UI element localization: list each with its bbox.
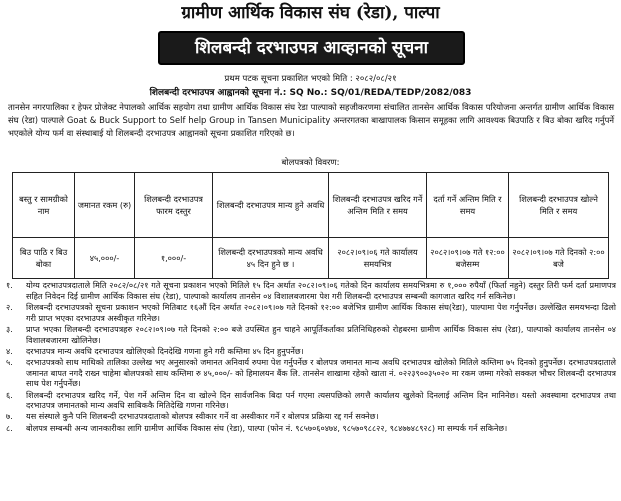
list-item-number: ८. bbox=[6, 422, 13, 433]
list-item-number: ५. bbox=[6, 356, 13, 367]
list-item bbox=[6, 302, 616, 323]
list-item-number: २. bbox=[6, 301, 13, 312]
table-cell-opening-date: २०८२।०९।०७ गते दिनको २:०० बजे bbox=[509, 238, 609, 279]
table-cell-purchase-deadline: २०८२।०९।०६ गते कार्यालय समयभित्र bbox=[329, 238, 427, 279]
table-header-cell: जमानत रकम (रु) bbox=[75, 173, 135, 238]
table-cell-submission-deadline: २०८२।०९।०७ गते १२:०० बजेसम्म bbox=[427, 238, 509, 279]
table-cell-form-fee: १,०००/- bbox=[135, 238, 213, 279]
list-item-text: बोलपत्र सम्बन्धी अन्य जानकारीका लागि ग्रामीण आर्थिक विकास संघ (रेडा), पाल्पा (फोन नं. ९८५७०६०४७४, ९८५७०९८८२२, ९८४७७४८९२८) मा सम्पर्क गर्न सकिनेछ। bbox=[26, 422, 508, 433]
list-item bbox=[6, 411, 616, 422]
table-header-cell: शिलबन्दी दरभाउपत्र खोल्ने मिति र समय bbox=[509, 173, 609, 238]
table-header-cell: शिलबन्दी दरभाउपत्र मान्य हुने अवधि bbox=[213, 173, 329, 238]
table-header-cell: बस्तु र सामग्रीको नाम bbox=[13, 173, 75, 238]
list-item-text: दरभाउपत्र मान्य अवधि दरभाउपत्र खोलिएको दिनदेखि गणना हुने गरी कम्तिमा ४५ दिन हुनुपर्नेछ। bbox=[26, 345, 304, 356]
list-item bbox=[6, 324, 616, 345]
list-item bbox=[6, 423, 616, 434]
bid-table-caption: बोलपत्रको विवरण: bbox=[281, 158, 340, 168]
list-item-number: ६. bbox=[6, 389, 13, 400]
list-item bbox=[6, 346, 616, 357]
table-header-cell: शिलबन्दी दरभाउपत्र खरिद गर्ने अन्तिम मिति र समय bbox=[329, 173, 427, 238]
conditions-list bbox=[6, 280, 616, 434]
table-cell-bid-security: ४५,०००/- bbox=[75, 238, 135, 279]
list-item-text: यस संस्थाले कुनै पनि शिलबन्दी दरभाउपत्रदाताको बोलपत्र स्वीकार गर्ने वा अस्वीकार गर्ने र बोलपत्र प्रक्रिया रद्द गर्न सक्नेछ। bbox=[26, 411, 379, 422]
sq-number: शिलबन्दी दरभाउपत्र आह्वानको सूचना नं.: SQ No.: SQ/01/REDA/TEDP/2082/083 bbox=[149, 88, 472, 98]
first-publication-date: प्रथम पटक सूचना प्रकाशित भएको मिति : २०८२/०८/२१ bbox=[224, 74, 397, 84]
table-cell-item: बिउ पाठि र बिउ बोका bbox=[13, 238, 75, 279]
bid-details-table bbox=[12, 172, 609, 279]
list-item-text: दरभाउपत्रको साथ माथिको तालिका उल्लेख भए अनुसारको जमानत अनिवार्य रुपमा पेश गर्नुपर्नेछ र बोलपत्र जमानत मान्य अवधि दरभाउपत्र खोलेको मितिले कम्तिमा ७५ दिनको हुनुपर्नेछ। दरभाउपत्रदाताले जमानत बापत नगदै राख्न चाहेमा बोलपत्रको साथ कम्तिमा रु ४५,०००/- को हिमालयन बैंक लि. तानसेन शाखामा रहेको खाता नं. ०२२३९००३५०२० मा रकम जम्मा गरेको सक्कल भौचर शिलबन्दी दरभाउपत्र साथ पेश गर्नुपर्नेछ। bbox=[26, 356, 616, 389]
notice-title-banner: शिलबन्दी दरभाउपत्र आव्हानको सूचना bbox=[158, 31, 465, 65]
list-item bbox=[6, 357, 616, 389]
list-item-number: ७. bbox=[6, 411, 13, 422]
list-item-text: शिलबन्दी दरभाउपत्रको सूचना प्रकाशन भएको मितिबाट १६औं दिन अर्थात २०८२।०९।०७ गते दिनको १२:०० बजेभित्र ग्रामीण आर्थिक विकास संघ(रेडा), पाल्पामा पेश गर्नुपर्नेछ। उल्लेखित समयभन्दा ढिलो गरी प्राप्त भएका दरभाउपत्र अस्वीकृत गरिनेछ। bbox=[26, 301, 616, 323]
list-item-number: ३. bbox=[6, 323, 13, 334]
list-item bbox=[6, 280, 616, 301]
table-header-row bbox=[13, 173, 609, 238]
table-cell-validity: शिलबन्दी दरभाउपत्रको मान्य अवधि ४५ दिन हुने छ । bbox=[213, 238, 329, 279]
intro-paragraph: तानसेन नगरपालिका र हेफर प्रोजेक्ट नेपालको आर्थिक सहयोग तथा ग्रामीण आर्थिक विकास संघ रेडा पाल्पाको सहजीकरणमा संचालित तानसेन आर्थिक विकास परियोजना अन्तर्गत ग्रामीण आर्थिक विकास संघ (रेडा) पाल्पाले Goat & Buck Support to Self help Group in Tansen Municipality अन्तरगतका बाखापालक किसान समूहका लागि आवश्यक बिउपाठि र बिउ बोका खरिद गर्नुपर्ने भएकोले योग्य फर्म वा संस्थाबाई यो शिलबन्दी दरभाउपत्र आह्वानको सूचना प्रकाशित गरिएको छ। bbox=[8, 102, 614, 138]
list-item-text: योग्य दरभाउपत्रदाताले मिति २०८२/०८/२१ गते सूचना प्रकाशन भएको मितिले १५ दिन अर्थात २०८२।०९।०६ गतेको दिन कार्यालय समयभित्रमा रु १,००० रुपैयाँ (फिर्ता नहुने) दस्तुर तिरी फर्म दर्ता प्रमाणपत्र सहित निवेदन दिई ग्रामीण आर्थिक विकास संघ (रेडा), पाल्पाको कार्यालय तानसेन ०४ विशालबजारमा पेश गरी शिलबन्दी दरभाउपत्र सम्बन्धी कागजात खरिद गर्न सकिनेछ। bbox=[26, 280, 616, 301]
table-row bbox=[13, 238, 609, 279]
list-item-number: १. bbox=[6, 280, 13, 290]
table-header-cell: शिलबन्दी दरभाउपत्र फारम दस्तुर bbox=[135, 173, 213, 238]
list-item-text: शिलबन्दी दरभाउपत्र खरिद गर्ने, पेश गर्ने अन्तिम दिन वा खोल्ने दिन सार्वजनिक बिदा पर्न गएमा त्यसपछिको लगत्तै कार्यालय खुलेको दिनलाई अन्तिम दिन मानिनेछ। यस्तो अवस्थामा दरभाउपत्र तथा दरभाउपत्र जमानतको मान्य अवधि साबिककै मितिदेखि गणना गरिनेछ। bbox=[26, 389, 616, 411]
table-header-cell: दर्ता गर्ने अन्तिम मिति र समय bbox=[427, 173, 509, 238]
organization-title: ग्रामीण आर्थिक विकास संघ (रेडा), पाल्पा bbox=[181, 3, 440, 23]
list-item bbox=[6, 390, 616, 411]
list-item-text: प्राप्त भएका शिलबन्दी दरभाउपत्रहरु २०८२।०९।०७ गते दिनको २:०० बजे उपस्थित हुन चाहने आपूर्तिकर्ताका प्रतिनिधिहरुको रोहबरमा ग्रामीण आर्थिक विकास संघ (रेडा), पाल्पाको कार्यालय तानसेन ०४ विशालबजारमा खोलिनेछ। bbox=[26, 323, 616, 345]
list-item-number: ४. bbox=[6, 345, 13, 356]
